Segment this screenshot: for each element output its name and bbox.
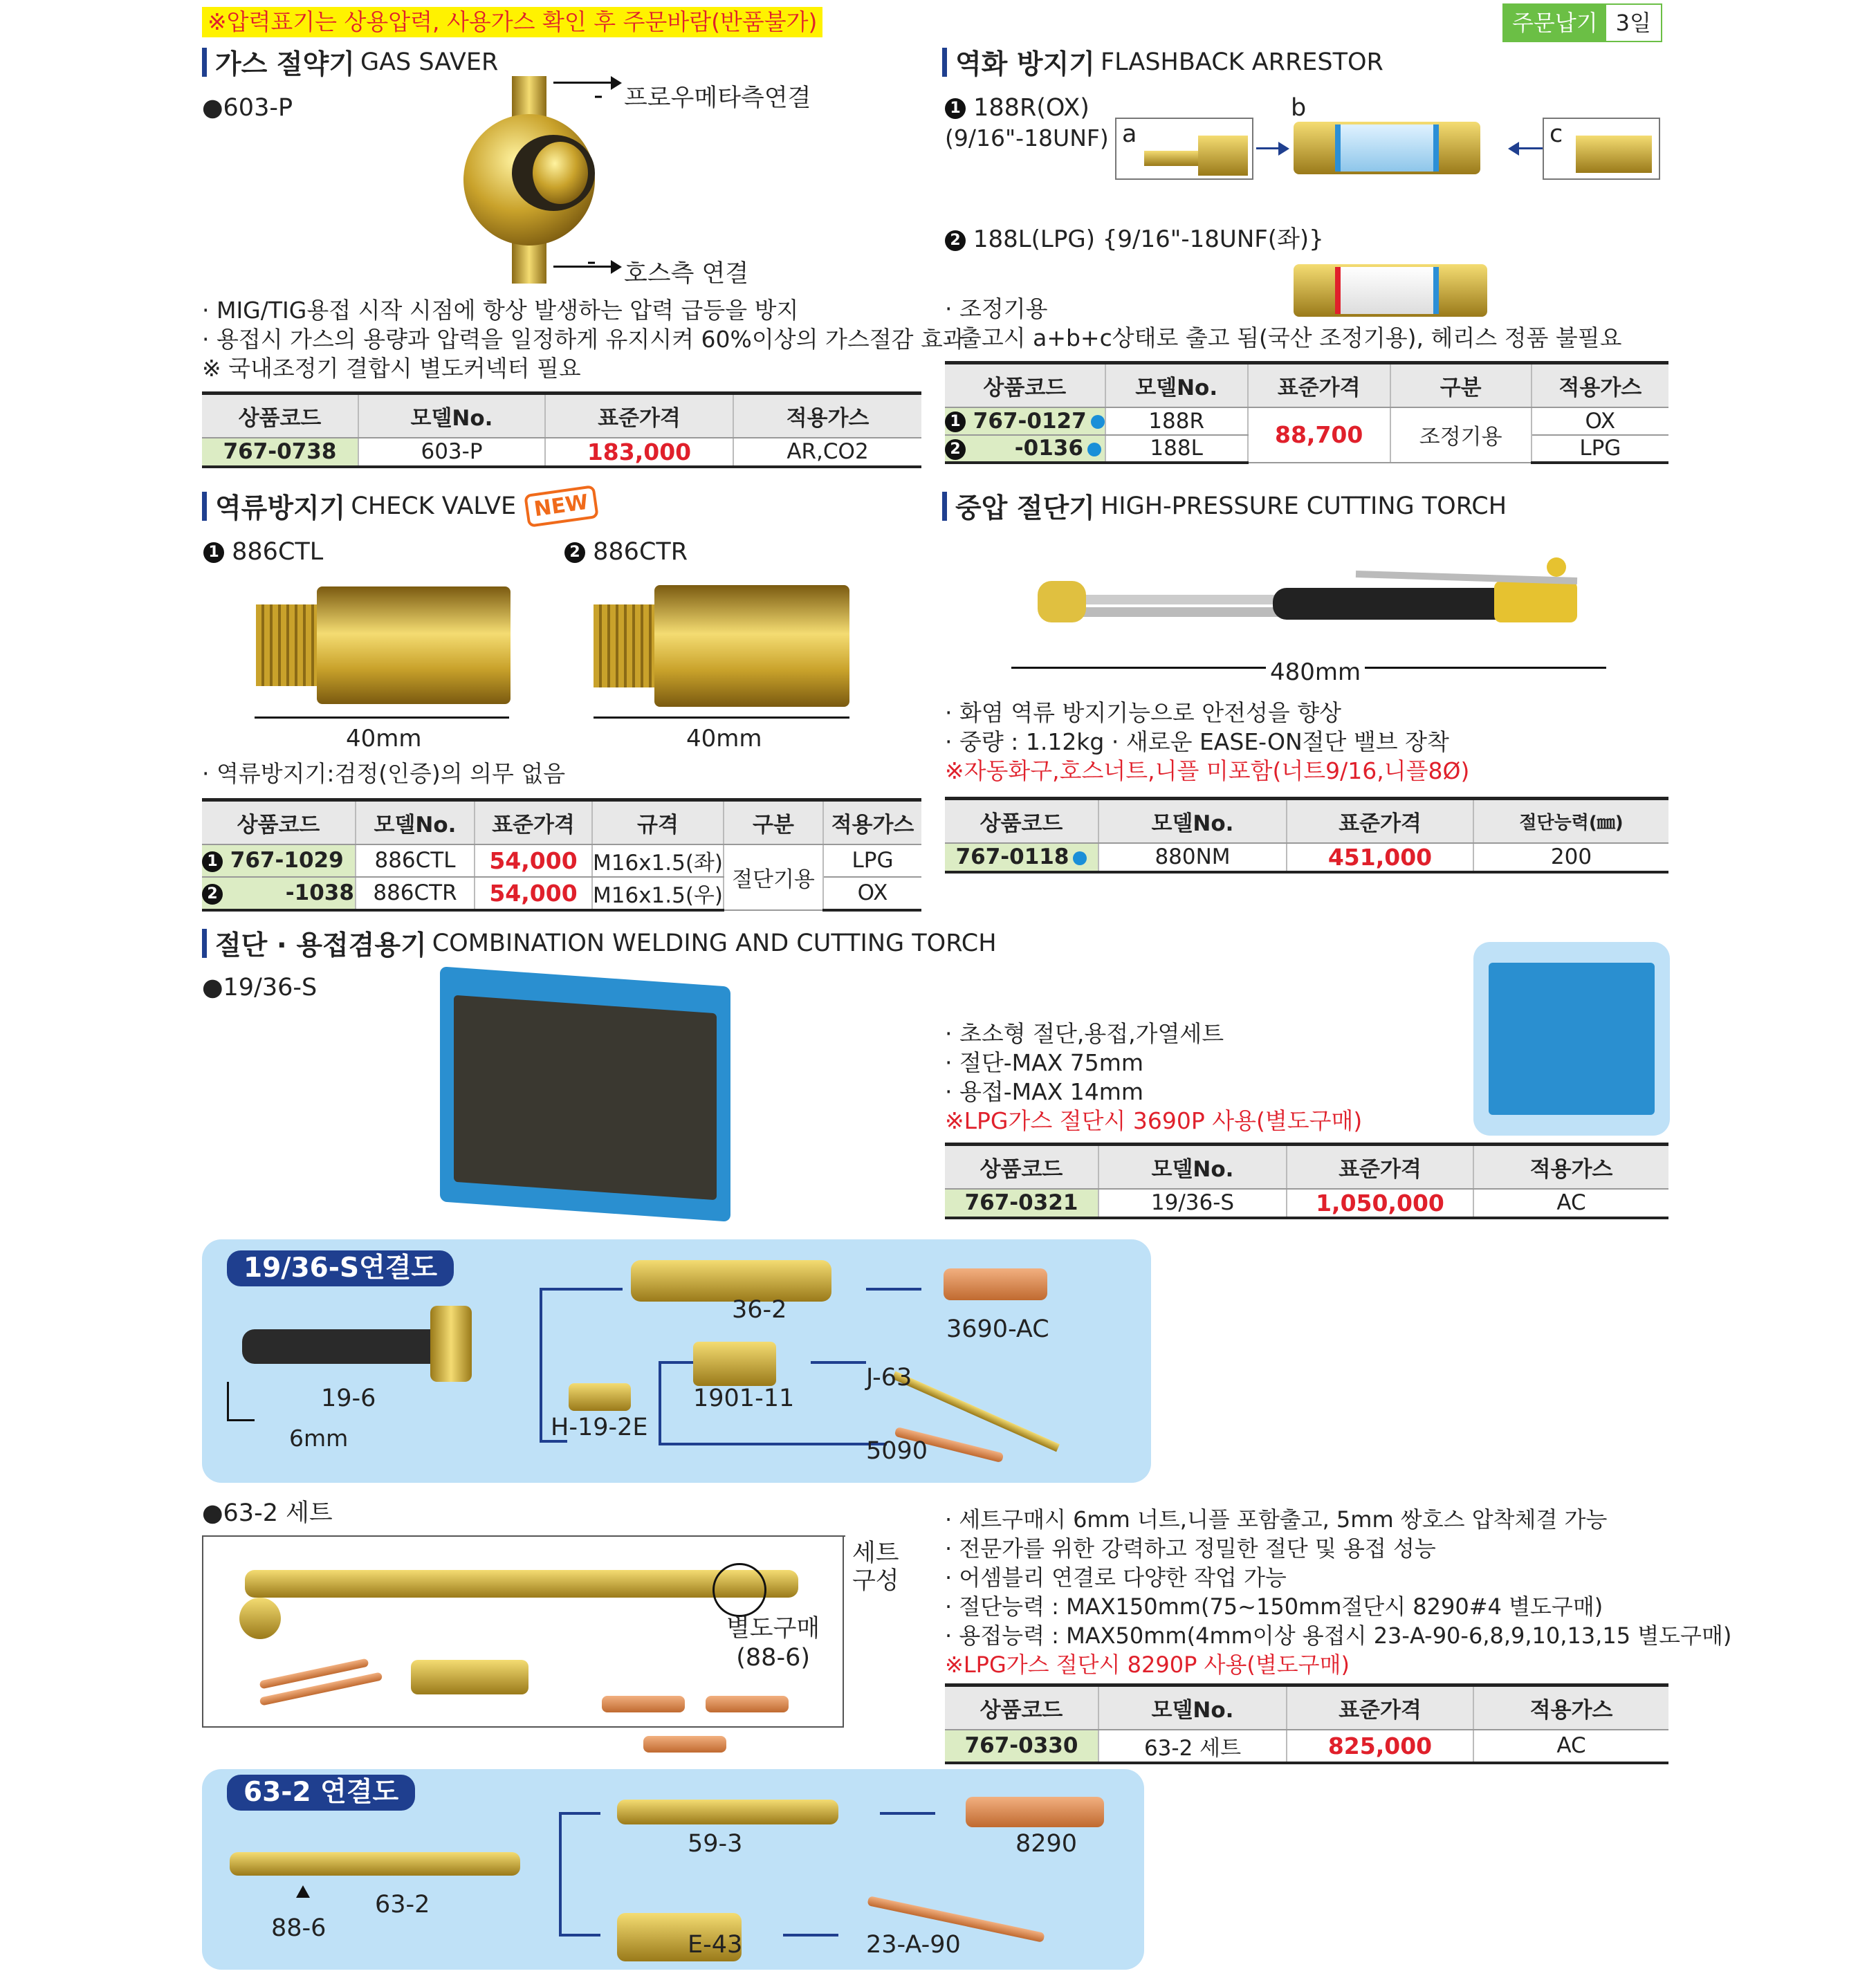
label-1901-11: 1901-11 <box>693 1385 795 1412</box>
new-badge: NEW <box>524 485 598 528</box>
gas-saver-table: 상품코드 모델No. 표준가격 적용가스 767-0738 603-P 183,000 AR,CO2 <box>202 391 921 468</box>
diagram-title: 63-2 연결도 <box>227 1775 415 1811</box>
table-row: 767-0321 19/36-S 1,050,000 AC <box>945 1189 1668 1218</box>
order-notice: ※압력표기는 상용압력, 사용가스 확인 후 주문바람(반품불가) <box>202 7 822 37</box>
label-e-43: E-43 <box>688 1931 743 1959</box>
cutting-torch-title: 중압 절단기 HIGH-PRESSURE CUTTING TORCH <box>942 490 1507 523</box>
label-j-63: J-63 <box>866 1364 912 1392</box>
flashback-title: 역화 방지기 FLASHBACK ARRESTOR <box>942 46 1383 79</box>
label-8290: 8290 <box>1015 1830 1078 1858</box>
flashback-bullets: · 조정기용 · 출고시 a+b+c상태로 출고 됨(국산 조정기용), 헤리스 정품 불필요 <box>945 295 1622 351</box>
handle-image <box>242 1329 450 1364</box>
label-23-a-90: 23-A-90 <box>866 1931 961 1959</box>
check-valve-table: 상품코드 모델No. 표준가격 규격 구분 적용가스 1 767-1029 886CTL 54,000 M16x1.5(좌) 절단기용 LPG 2 -1038 886CTR 54,000 M16x1.5(우) OX <box>202 798 921 912</box>
diagram-19-36-s <box>202 1239 1151 1483</box>
label-5090: 5090 <box>866 1437 928 1465</box>
flashback-item2: 2 188L(LPG) {9/16"-18UNF(좌)} <box>945 220 1324 254</box>
arrow-right-icon <box>1278 142 1289 156</box>
adapter-image <box>569 1383 631 1411</box>
part-a-box: a <box>1115 118 1253 180</box>
table-row: 767-0118 880NM 451,000 200 <box>945 843 1668 872</box>
callout-line-bottom <box>553 266 616 268</box>
label-3690-ac: 3690-AC <box>946 1315 1049 1343</box>
flashback-item1: 1 188R(OX) <box>945 94 1089 122</box>
set632-table: 상품코드 모델No. 표준가격 적용가스 767-0330 63-2 세트 825,000 AC <box>945 1683 1668 1764</box>
combination-title: 절단 · 용접겸용기 COMBINATION WELDING AND CUTTING TORCH <box>202 927 997 960</box>
valve-image <box>430 1306 472 1382</box>
dimension-line <box>255 717 509 719</box>
check-valve-dim2: 40mm <box>686 725 762 752</box>
table-row: 1 767-1029 886CTL 54,000 M16x1.5(좌) 절단기용 LPG <box>202 844 921 877</box>
arrow-line <box>1519 147 1543 149</box>
tip-image <box>966 1797 1104 1827</box>
arrow-left-icon <box>1508 142 1519 156</box>
cutting-torch-bullets: · 화염 역류 방지기능으로 안전성을 향상 · 중량 : 1.12kg · 새로운 EASE-ON절단 밸브 장착 ※자동화구,호스너트,니플 미포함(너트9/16,니플8Ø) <box>945 699 1470 784</box>
set632-model: ●63-2 세트 <box>202 1499 333 1527</box>
table-row: 767-0330 63-2 세트 825,000 AC <box>945 1730 1668 1763</box>
check-valve-ctl-image <box>256 586 511 704</box>
handle-image <box>230 1852 520 1876</box>
gas-saver-title: 가스 절약기 GAS SAVER <box>202 46 498 79</box>
callout-hose: 호스측 연결 <box>624 260 749 288</box>
set632-tips-image <box>602 1696 809 1759</box>
label-36-2: 36-2 <box>732 1296 787 1324</box>
cutting-attachment-image <box>617 1800 838 1824</box>
arrow-right-icon <box>611 260 622 274</box>
tip-image <box>944 1268 1047 1300</box>
arrow-line <box>1256 147 1280 149</box>
arrow-right-icon <box>611 76 622 90</box>
check-valve-item2: 2 886CTR <box>564 538 688 566</box>
flashback-arrestor-image <box>1294 122 1480 174</box>
set-label: 세트 구성 <box>852 1540 899 1595</box>
cutting-torch-dim: 480mm <box>1266 658 1365 686</box>
label-6mm: 6mm <box>289 1425 349 1452</box>
dimension-line <box>594 717 849 719</box>
cutting-attachment-image <box>631 1260 831 1302</box>
label-59-3: 59-3 <box>688 1830 743 1858</box>
table-row: 2 -1038 886CTR 54,000 M16x1.5(우) OX <box>202 877 921 910</box>
label-88-6: 88-6 <box>271 1914 327 1942</box>
combination-thumbnail <box>1473 942 1670 1136</box>
table-row: 767-0738 603-P 183,000 AR,CO2 <box>202 438 921 467</box>
check-valve-note: · 역류방지기:검정(인증)의 의무 없음 <box>202 760 566 787</box>
delivery-label: 주문납기 <box>1504 5 1606 41</box>
callout-flowmeter: 프로우메타측연결 <box>624 84 811 112</box>
mixer-image <box>693 1342 776 1386</box>
combination-bullets: · 초소형 절단,용접,가열세트 · 절단-MAX 75mm · 용접-MAX 14mm ※LPG가스 절단시 3690P 사용(별도구매) <box>945 1020 1363 1134</box>
combination-model: ●19/36-S <box>202 974 318 1001</box>
combination-table: 상품코드 모델No. 표준가격 적용가스 767-0321 19/36-S 1,050,000 AC <box>945 1143 1668 1219</box>
separate-purchase-callout: 별도구매 (88-6) <box>726 1615 820 1672</box>
cutting-torch-table: 상품코드 모델No. 표준가격 절단능력(㎜) 767-0118 880NM 451,000 200 <box>945 797 1668 874</box>
set632-bullets: · 세트구매시 6mm 너트,니플 포함출고, 5mm 쌍호스 압착체결 가능 · 전문가를 위한 강력하고 정밀한 절단 및 용접 성능 · 어셈블리 연결로 다양한 작업 가능 · 절단능력 : MAX150mm(75~150mm절단시 8290#4 별도구매) · 용접능력 : MAX50mm(4mm이상 용접시 23-A-90-6,8,9,10,13,15 별도구매) ※LPG가스 절단시 8290P 사용(별도구매) <box>945 1506 1732 1678</box>
check-valve-ctr-image <box>594 585 849 707</box>
callout-line-top <box>553 82 616 84</box>
flashback-item1-spec: (9/16"-18UNF) <box>945 124 1109 151</box>
label-63-2: 63-2 <box>375 1891 430 1919</box>
delivery-value: 3일 <box>1606 5 1661 41</box>
gas-saver-model: ●603-P <box>202 94 293 122</box>
diagram-title: 19/36-S연결도 <box>227 1250 454 1286</box>
label-19-6: 19-6 <box>321 1385 376 1412</box>
delivery-badge <box>1502 3 1662 42</box>
table-row: 2 -0136 188L LPG <box>945 435 1668 463</box>
part-b-label: b <box>1291 94 1307 122</box>
part-c-box: c <box>1543 118 1660 180</box>
label-h-19-2e: H-19-2E <box>551 1414 648 1441</box>
gas-saver-bullets: · MIG/TIG용접 시작 시점에 항상 발생하는 압력 급등을 방지 · 용접시 가스의 용량과 압력을 일정하게 유지시켜 60%이상의 가스절감 효과 ※ 국내조정기 결합시 별도커넥터 필요 <box>202 297 965 382</box>
flashback-table: 상품코드 모델No. 표준가격 구분 적용가스 1 767-0127 188R 88,700 조정기용 OX 2 -0136 188L LPG <box>945 361 1668 464</box>
check-valve-item1: 1 886CTL <box>203 538 323 566</box>
combination-case-image <box>440 966 730 1221</box>
table-row: 1 767-0127 188R 88,700 조정기용 OX <box>945 407 1668 435</box>
check-valve-title: 역류방지기 CHECK VALVE NEW <box>202 490 597 523</box>
cutting-torch-image <box>1010 539 1619 650</box>
check-valve-dim1: 40mm <box>346 725 422 752</box>
diagram-63-2 <box>202 1769 1144 1970</box>
